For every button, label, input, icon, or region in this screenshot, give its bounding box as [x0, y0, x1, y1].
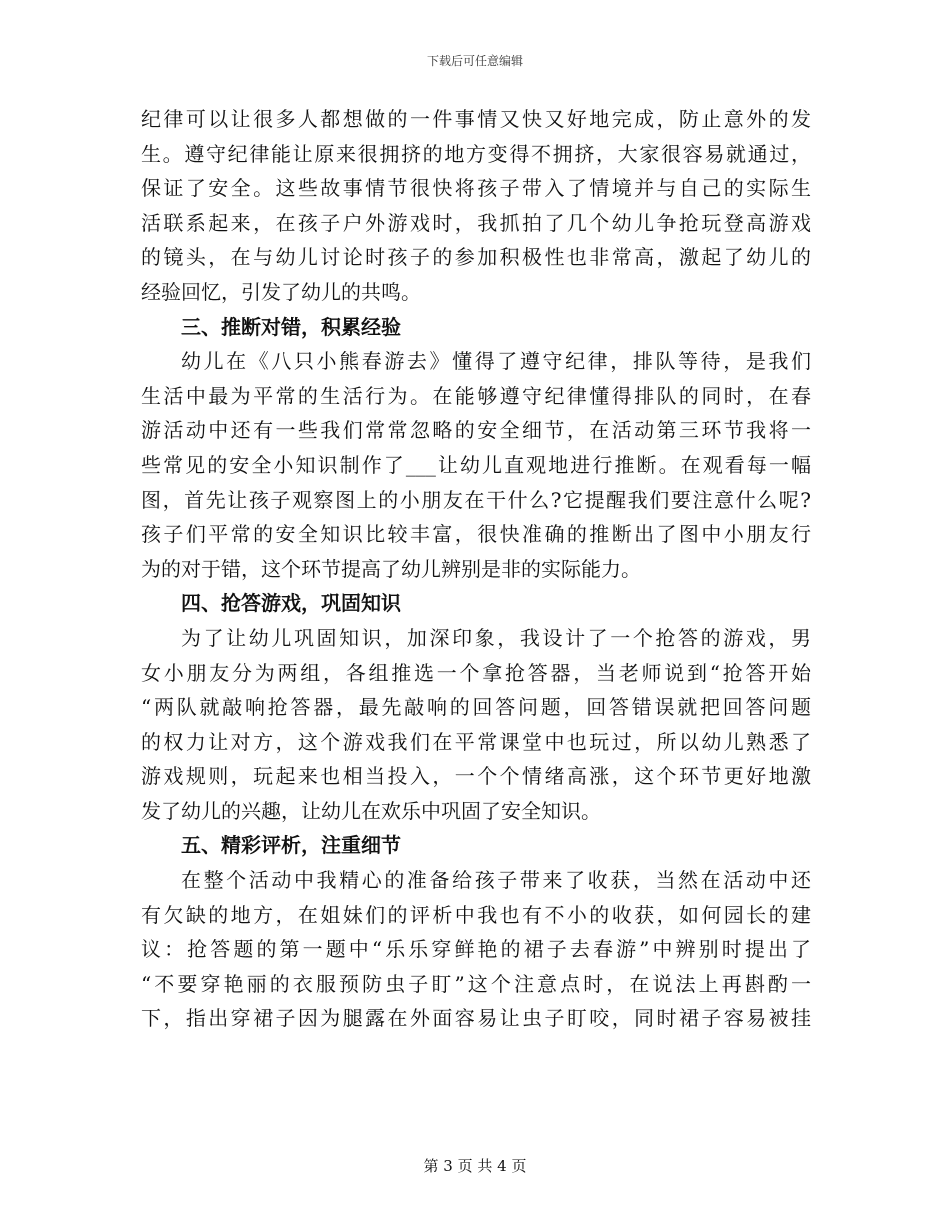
text-line: 孩子们平常的安全知识比较丰富，很快准确的推断出了图中小朋友行 [141, 522, 811, 547]
text-line: 女小朋友分为两组，各组推选一个拿抢答器，当老师说到“抢答开始 [141, 660, 811, 685]
paragraph [141, 621, 811, 829]
text-line: 在整个活动中我精心的准备给孩子带来了收获，当然在活动中还 [181, 868, 811, 893]
text-line: 幼儿在《八只小熊春游去》懂得了遵守纪律，排队等待，是我们 [181, 349, 811, 374]
text-line: 为了让幼儿巩固知识，加深印象，我设计了一个抢答的游戏，男 [181, 625, 811, 650]
text-line: 图，首先让孩子观察图上的小朋友在干什么?它提醒我们要注意什么呢? [141, 487, 811, 512]
section-heading: 四、抢答游戏，巩固知识 [181, 591, 401, 616]
text-line: 游活动中还有一些我们常常忽略的安全细节，在活动第三环节我将一 [141, 418, 811, 443]
text-line: “两队就敲响抢答器，最先敲响的回答问题，回答错误就把回答问题 [141, 695, 811, 720]
text-line: 生活中最为平常的生活行为。在能够遵守纪律懂得排队的同时，在春 [141, 383, 811, 408]
text-line: 些常见的安全小知识制作了___让幼儿直观地进行推断。在观看每一幅 [141, 452, 811, 477]
paragraph [141, 102, 811, 310]
text-line: 纪律可以让很多人都想做的一件事情又快又好地完成，防止意外的发 [141, 107, 811, 131]
text-line: 发了幼儿的兴趣，让幼儿在欢乐中巩固了安全知识。 [141, 798, 601, 823]
text-line: 的镜头，在与幼儿讨论时孩子的参加积极性也非常高，激起了幼儿的 [141, 245, 811, 270]
section-heading: 五、精彩评析，注重细节 [181, 833, 401, 858]
document-body [141, 102, 811, 1036]
text-line: 议：抢答题的第一题中“乐乐穿鲜艳的裙子去春游”中辨别时提出了 [141, 937, 811, 962]
section-heading: 三、推断对错，积累经验 [181, 314, 401, 339]
paragraph [141, 863, 811, 1036]
text-line: 生。遵守纪律能让原来很拥挤的地方变得不拥挤，大家很容易就通过， [141, 141, 811, 166]
text-line: 保证了安全。这些故事情节很快将孩子带入了情境并与自己的实际生 [141, 176, 811, 201]
text-line: 活联系起来，在孩子户外游戏时，我抓拍了几个幼儿争抢玩登高游戏 [141, 210, 811, 235]
paragraph [141, 344, 811, 586]
text-line: 下，指出穿裙子因为腿露在外面容易让虫子盯咬，同时裙子容易被挂 [141, 1006, 811, 1031]
text-line: “不要穿艳丽的衣服预防虫子盯”这个注意点时，在说法上再斟酌一 [141, 971, 811, 996]
text-line: 经验回忆，引发了幼儿的共鸣。 [141, 279, 421, 304]
page-number: 第 3 页 共 4 页 [423, 1157, 527, 1175]
page-header: 下载后可任意编辑 [426, 54, 523, 68]
text-line: 的权力让对方，这个游戏我们在平常课堂中也玩过，所以幼儿熟悉了 [141, 729, 811, 754]
text-line: 有欠缺的地方，在姐妹们的评析中我也有不小的收获，如何园长的建 [141, 902, 811, 927]
text-line: 为的对于错，这个环节提高了幼儿辨别是非的实际能力。 [141, 556, 641, 581]
text-line: 游戏规则，玩起来也相当投入，一个个情绪高涨，这个环节更好地激 [141, 764, 811, 789]
